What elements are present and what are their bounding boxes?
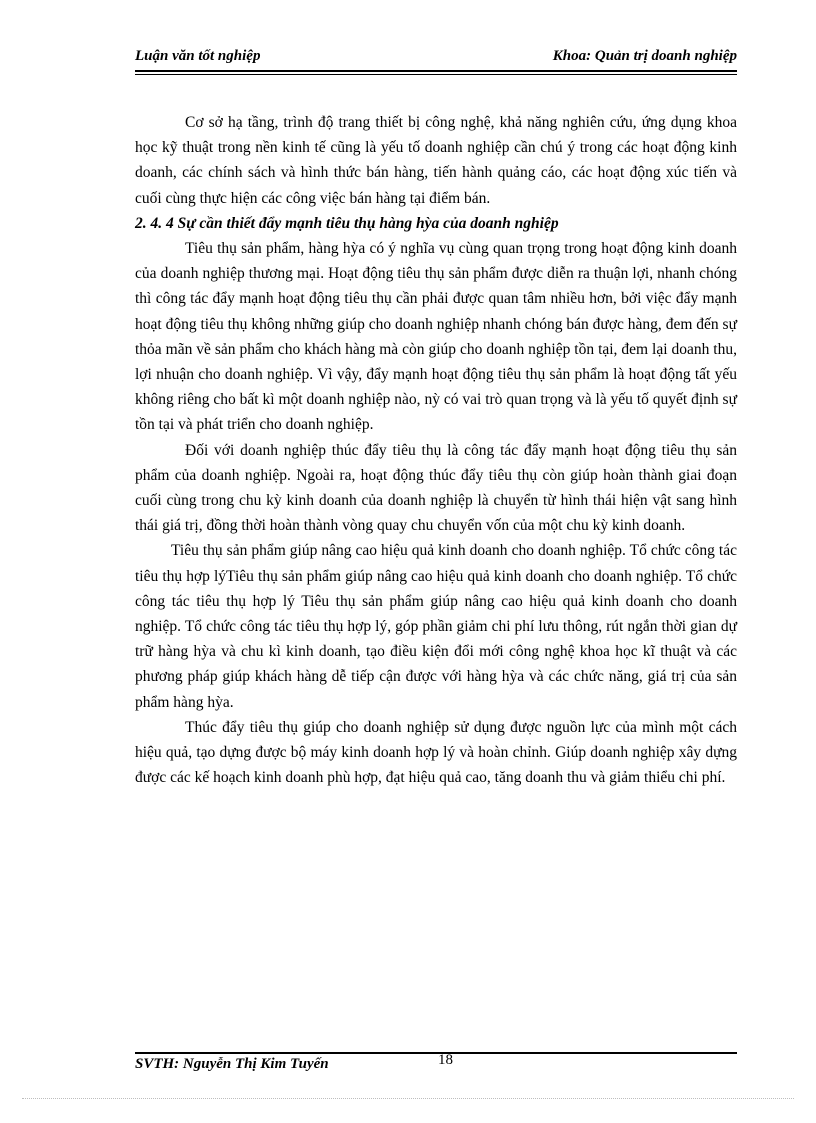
header-thesis-label: Luận văn tốt nghiệp xyxy=(135,48,261,64)
footer-divider xyxy=(135,1052,737,1054)
section-heading: 2. 4. 4 Sự cần thiết đẩy mạnh tiêu thụ hàng hỳa của doanh nghiệp xyxy=(135,214,559,232)
paragraph-efficiency: Tiêu thụ sản phẩm giúp nâng cao hiệu quả kinh doanh cho doanh nghiệp. Tổ chức công tác tiêu thụ hợp lýTiêu thụ sản phẩm giúp nâng cao hiệu quả kinh doanh cho doanh nghiệp. Tổ chức công tác tiêu thụ hợp lý Tiêu thụ sản phẩm giúp nâng cao hiệu quả kinh doanh cho doanh nghiệp. Tổ chức công tác tiêu thụ hợp lý, góp phần giảm chi phí lưu thông, rút ngắn thời gian dự trữ hàng hỳa và chu kì kinh doanh, tạo điều kiện đổi mới công nghệ khoa học kĩ thuật và các phương pháp giúp khách hàng dễ tiếp cận được với hàng hỳa và các chức năng, giá trị của sản phẩm hàng hỳa. xyxy=(135,542,737,711)
paragraph-enterprise: Đối với doanh nghiệp thúc đẩy tiêu thụ là công tác đẩy mạnh hoạt động tiêu thụ sản phẩm của doanh nghiệp. Ngoài ra, hoạt động thúc đẩy tiêu thụ còn giúp hoàn thành giai đoạn cuối cùng trong chu kỳ kinh doanh của doanh nghiệp là chuyển từ hình thái hiện vật sang hình thái giá trị, đồng thời hoàn thành vòng quay chu chuyển vốn của một chu kỳ kinh doanh. xyxy=(135,441,737,535)
paragraph-infrastructure: Cơ sở hạ tầng, trình độ trang thiết bị công nghệ, khả năng nghiên cứu, ứng dụng khoa học kỹ thuật trong nền kinh tế cũng là yếu tố doanh nghiệp cần chú ý trong các hoạt động kinh doanh, các chính sách và hình thức bán hàng, tiến hành quảng cáo, các hoạt động xúc tiến và cuối cùng thực hiện các công việc bán hàng tại điểm bán. xyxy=(135,114,737,207)
header-faculty-label: Khoa: Quản trị doanh nghiệp xyxy=(552,48,737,64)
page-bottom-border xyxy=(22,1098,794,1099)
footer-author: SVTH: Nguyễn Thị Kim Tuyến xyxy=(135,1056,329,1072)
page-number: 18 xyxy=(438,1052,453,1068)
page-header xyxy=(135,48,737,70)
document-page xyxy=(135,0,737,1123)
page-body xyxy=(135,110,737,790)
paragraph-importance: Tiêu thụ sản phẩm, hàng hỳa có ý nghĩa vụ cùng quan trọng trong hoạt động kinh doanh của doanh nghiệp thương mại. Hoạt động tiêu thụ sản phẩm được diễn ra thuận lợi, nhanh chóng thì công tác đẩy mạnh hoạt động tiêu thụ cần phải được quan tâm nhiều hơn, bởi việc đẩy mạnh hoạt động tiêu thụ không những giúp cho doanh nghiệp nhanh chóng bán được hàng, đem đến sự thỏa mãn về sản phẩm cho khách hàng mà còn giúp cho doanh nghiệp tồn tại, đem lại doanh thu, lợi nhuận cho doanh nghiệp. Vì vậy, đẩy mạnh hoạt động tiêu thụ sản phẩm là hoạt động tất yếu không riêng cho bất kì một doanh nghiệp nào, nỳ có vai trò quan trọng và là yếu tố quyết định sự tồn tại và phát triển cho doanh nghiệp. xyxy=(135,240,737,434)
header-divider xyxy=(135,70,737,75)
paragraph-resources: Thúc đẩy tiêu thụ giúp cho doanh nghiệp sử dụng được nguồn lực của mình một cách hiệu quả, tạo dựng được bộ máy kinh doanh hợp lý và hoàn chỉnh. Giúp doanh nghiệp xây dựng được các kế hoạch kinh doanh phù hợp, đạt hiệu quả cao, tăng doanh thu và giảm thiểu chi phí. xyxy=(135,718,737,787)
